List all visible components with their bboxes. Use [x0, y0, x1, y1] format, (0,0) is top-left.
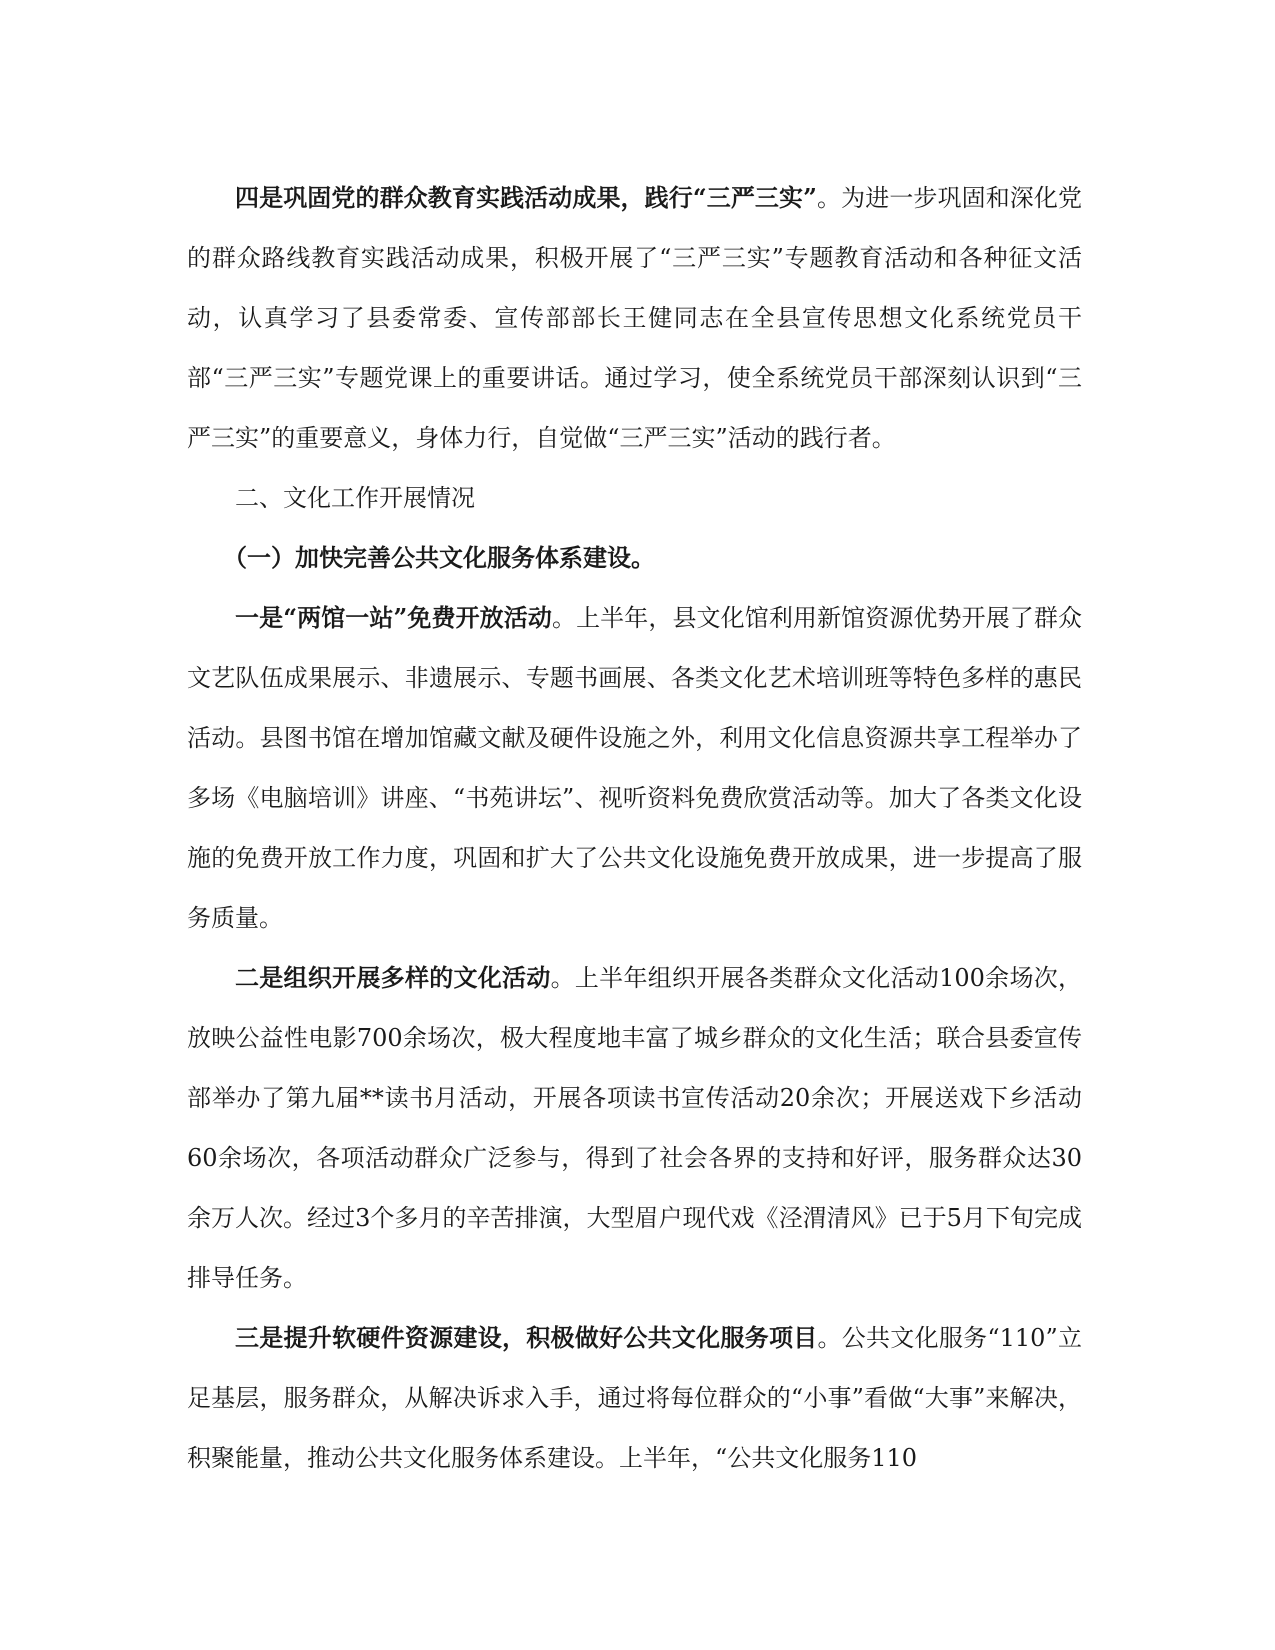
- paragraph-text: 。上半年，县文化馆利用新馆资源优势开展了群众文艺队伍成果展示、非遗展示、专题书画展、各类文化艺术培训班等特色多样的惠民活动。县图书馆在增加馆藏文献及硬件设施之外，利用文化信息资源共享工程举办了多场《电脑培训》讲座、“书苑讲坛”、视听资料免费欣赏活动等。加大了各类文化设施的免费开放工作力度，巩固和扩大了公共文化设施免费开放成果，进一步提高了服务质量。: [187, 604, 1083, 932]
- paragraph-free-opening: [187, 588, 1082, 948]
- paragraph-lead: 一是“两馆一站”免费开放活动: [235, 603, 552, 632]
- paragraph-text: 。上半年组织开展各类群众文化活动100余场次，放映公益性电影700余场次，极大程度地丰富了城乡群众的文化生活；联合县委宣传部举办了第九届**读书月活动，开展各项读书宣传活动20余次；开展送戏下乡活动60余场次，各项活动群众广泛参与，得到了社会各界的支持和好评，服务群众达30余万人次。经过3个多月的辛苦排演，大型眉户现代戏《泾渭清风》已于5月下旬完成排导任务。: [187, 964, 1083, 1292]
- paragraph-lead: 四是巩固党的群众教育实践活动成果，践行“三严三实”: [235, 183, 817, 212]
- paragraph-cultural-activities: [187, 948, 1082, 1308]
- paragraph-resource-building: [187, 1308, 1082, 1488]
- paragraph-lead: 二是组织开展多样的文化活动: [235, 963, 551, 992]
- subsection-heading: （一）加快完善公共文化服务体系建设。: [223, 543, 655, 572]
- paragraph-text: 。为进一步巩固和深化党的群众路线教育实践活动成果，积极开展了“三严三实”专题教育活动和各种征文活动，认真学习了县委常委、宣传部部长王健同志在全县宣传思想文化系统党员干部“三严三实”专题党课上的重要讲话。通过学习，使全系统党员干部深刻认识到“三严三实”的重要意义，身体力行，自觉做“三严三实”活动的践行者。: [187, 184, 1083, 452]
- section-heading: 二、文化工作开展情况: [235, 484, 475, 512]
- paragraph-consolidate-practice: [187, 168, 1082, 468]
- paragraph-text: 。公共文化服务“110”立足基层，服务群众，从解决诉求入手，通过将每位群众的“小事”看做“大事”来解决，积聚能量，推动公共文化服务体系建设。上半年，“公共文化服务110: [187, 1324, 1082, 1472]
- paragraph-lead: 三是提升软硬件资源建设，积极做好公共文化服务项目: [235, 1323, 818, 1352]
- document-body: [187, 168, 1082, 1488]
